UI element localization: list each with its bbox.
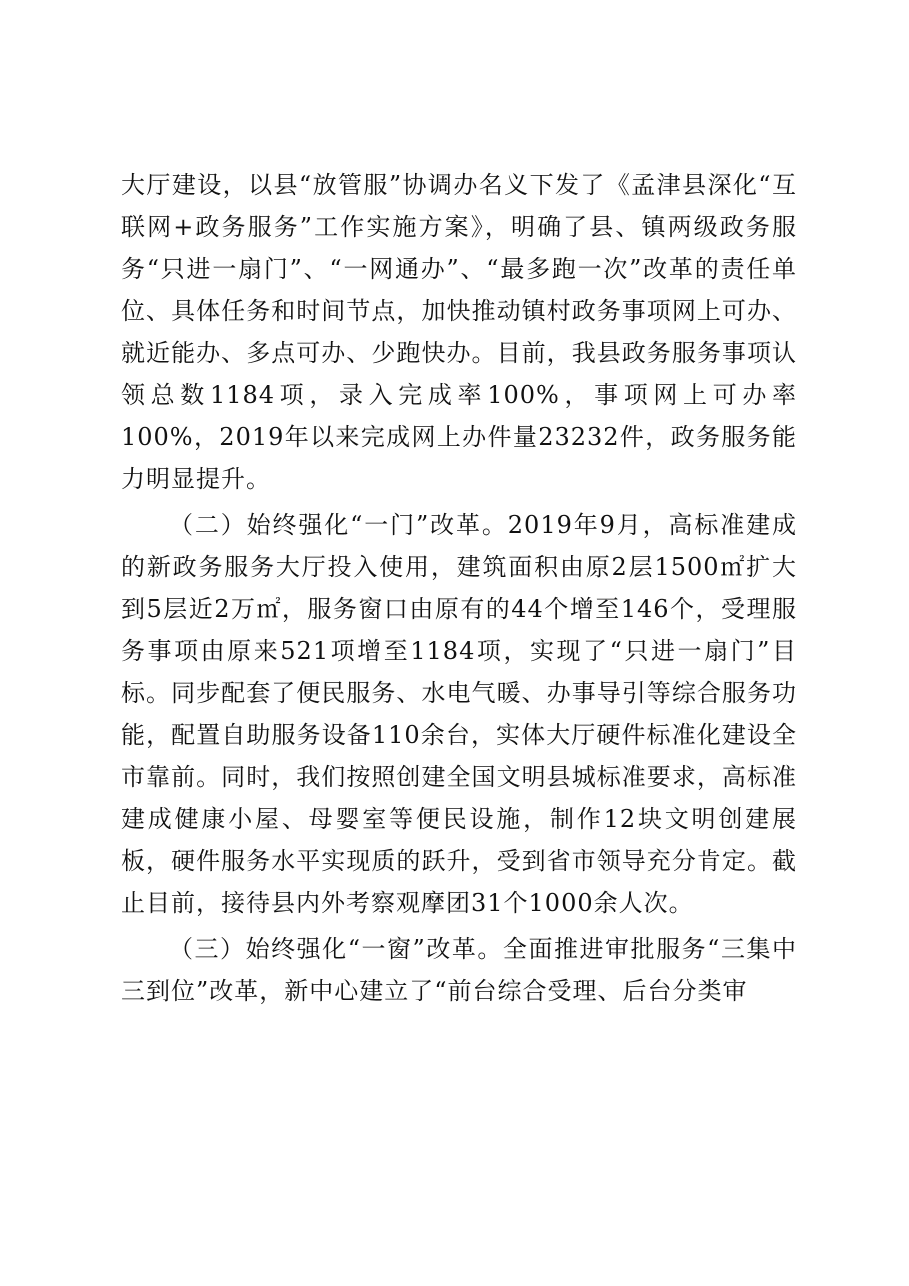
- document-body: [121, 164, 797, 1016]
- paragraph-1: 大厅建设，以县“放管服”协调办名义下发了《孟津县深化“互联网+政务服务”工作实施方案》，明确了县、镇两级政务服务“只进一扇门”、“一网通办”、“最多跑一次”改革的责任单位、具体任务和时间节点，加快推动镇村政务事项网上可办、就近能办、多点可办、少跑快办。目前，我县政务服务事项认领总数1184项，录入完成率100%，事项网上可办率100%，2019年以来完成网上办件量23232件，政务服务能力明显提升。: [121, 171, 797, 493]
- paragraph-2: （二）始终强化“一门”改革。2019年9月，高标准建成的新政务服务大厅投入使用，建筑面积由原2层1500㎡扩大到5层近2万㎡，服务窗口由原有的44个增至146个，受理服务事项由原来521项增至1184项，实现了“只进一扇门”目标。同步配套了便民服务、水电气暖、办事导引等综合服务功能，配置自助服务设备110余台，实体大厅硬件标准化建设全市靠前。同时，我们按照创建全国文明县城标准要求，高标准建成健康小屋、母婴室等便民设施，制作12块文明创建展板，硬件服务水平实现质的跃升，受到省市领导充分肯定。截止目前，接待县内外考察观摩团31个1000余人次。: [121, 511, 797, 917]
- paragraph-3: （三）始终强化“一窗”改革。全面推进审批服务“三集中三到位”改革，新中心建立了“前台综合受理、后台分类审: [121, 935, 797, 1005]
